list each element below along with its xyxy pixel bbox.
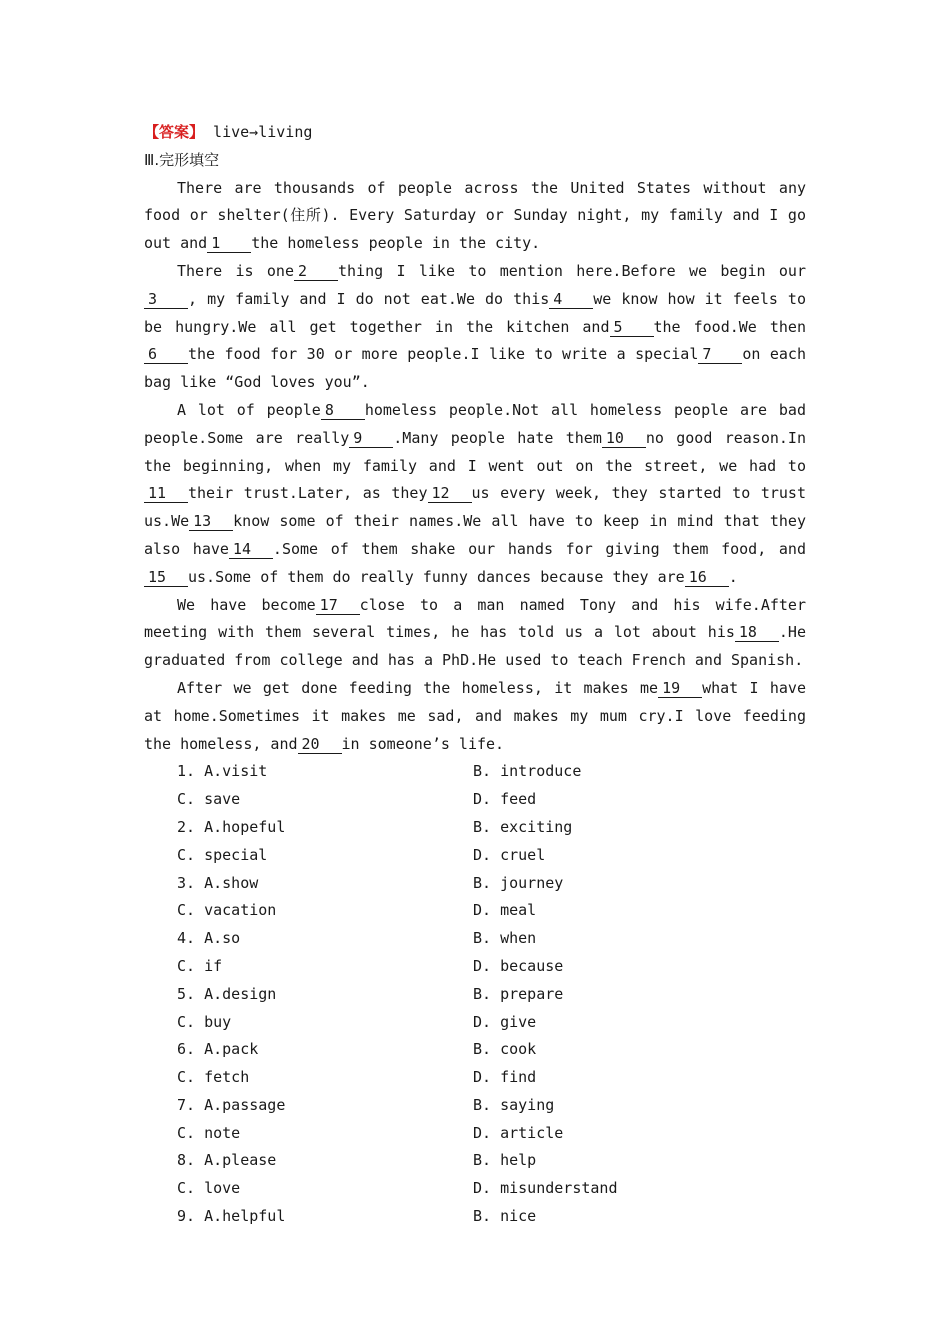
option-right: D. article [473, 1123, 564, 1142]
options-list [144, 758, 806, 1231]
passage-paragraph [144, 592, 806, 675]
option-left: 4. A.so [177, 929, 241, 948]
passage-text: homeless people.Not all homeless people are bad people.Some are really [144, 400, 806, 447]
option-left: 7. A.passage [177, 1095, 286, 1114]
option-right: B. cook [473, 1040, 537, 1059]
option-left: C. save [177, 790, 241, 809]
cloze-blank: 7 [698, 345, 742, 364]
passage-text: .He graduated from college and has a PhD.He used to teach French and Spanish. [144, 623, 806, 670]
option-row [144, 1175, 806, 1203]
option-left: 3. A.show [177, 873, 259, 892]
option-row [144, 1092, 806, 1120]
cloze-blank: 5 [610, 318, 654, 337]
option-right: B. journey [473, 873, 564, 892]
section-title: Ⅲ.完形填空 [144, 150, 220, 169]
passage-text: on each bag like “God loves you”. [144, 345, 806, 392]
option-left: C. special [177, 845, 268, 864]
cloze-blank: 19 [658, 679, 702, 698]
answer-line [144, 119, 806, 147]
option-row [144, 981, 806, 1009]
passage-text: in someone’s life. [341, 734, 505, 753]
option-row [144, 758, 806, 786]
option-row [144, 1203, 806, 1231]
option-row [144, 870, 806, 898]
cloze-blank: 10 [602, 429, 646, 448]
option-right: B. prepare [473, 984, 564, 1003]
option-row [144, 1120, 806, 1148]
option-left: 5. A.design [177, 984, 277, 1003]
option-right: D. misunderstand [473, 1179, 618, 1198]
answer-tag: 【答案】 [144, 123, 205, 141]
option-row [144, 1009, 806, 1037]
option-row [144, 1147, 806, 1175]
passage-paragraph [144, 397, 806, 592]
document-content [144, 119, 806, 1231]
passage-text: .Some of them shake our hands for giving them food, and [272, 539, 806, 558]
option-left: 6. A.pack [177, 1040, 259, 1059]
cloze-blank: 16 [685, 568, 729, 587]
option-left: C. if [177, 956, 223, 975]
option-row [144, 1036, 806, 1064]
passage-text: their trust.Later, as they [188, 484, 428, 503]
option-left: C. fetch [177, 1068, 250, 1087]
passage-text: thing I like to mention here.Before we begin our [338, 261, 806, 280]
passage-text: , my family and I do not eat.We do this [188, 289, 550, 308]
option-row [144, 842, 806, 870]
passage-text: the food for 30 or more people.I like to write a special [188, 345, 699, 364]
option-right: D. find [473, 1068, 537, 1087]
passage-text: us every week, they started to trust us.We [144, 484, 806, 531]
passage-paragraph [144, 175, 806, 258]
option-right: B. help [473, 1151, 537, 1170]
option-left: 2. A.hopeful [177, 817, 286, 836]
option-left: 8. A.please [177, 1151, 277, 1170]
passage-text: We have become [177, 595, 316, 614]
cloze-blank: 2 [294, 262, 338, 281]
passage-text: .Many people hate them [393, 428, 602, 447]
passage-paragraph [144, 675, 806, 758]
passage [144, 175, 806, 759]
option-right: B. exciting [473, 817, 573, 836]
passage-text: know some of their names.We all have to keep in mind that they also have [144, 512, 806, 558]
option-right: D. give [473, 1012, 537, 1031]
cloze-blank: 12 [428, 484, 472, 503]
passage-text: There are thousands of people across the United States without any food or shelter(住所). Every Saturday or Sunday night, my family and I go out and [144, 178, 806, 253]
passage-text: what I have at home.Sometimes it makes me sad, and makes my mum cry.I love feeding the homeless, and [144, 678, 806, 753]
option-right: B. introduce [473, 762, 582, 781]
passage-text: the homeless people in the city. [251, 234, 541, 253]
cloze-blank: 18 [735, 623, 779, 642]
passage-paragraph [144, 258, 806, 397]
cloze-blank: 17 [316, 596, 360, 615]
cloze-blank: 4 [549, 290, 593, 309]
option-row [144, 786, 806, 814]
option-right: D. meal [473, 901, 537, 920]
passage-text: There is one [177, 261, 294, 280]
option-row [144, 814, 806, 842]
passage-text: we know how it feels to be hungry.We all get together in the kitchen and [144, 289, 806, 336]
passage-text: A lot of people [177, 400, 321, 419]
cloze-blank: 15 [144, 568, 188, 587]
option-right: B. when [473, 929, 537, 948]
passage-text: no good reason.In the beginning, when my family and I went out on the street, we had to [144, 428, 806, 475]
passage-text: us.Some of them do really funny dances because they are [188, 567, 685, 586]
answer-text: live→living [213, 123, 313, 141]
passage-text: After we get done feeding the homeless, it makes me [177, 678, 659, 697]
option-row [144, 953, 806, 981]
option-right: D. because [473, 956, 564, 975]
option-row [144, 1064, 806, 1092]
option-right: B. saying [473, 1095, 555, 1114]
cloze-blank: 1 [207, 234, 251, 253]
option-right: B. nice [473, 1207, 537, 1226]
option-left: C. love [177, 1179, 241, 1198]
option-left: C. note [177, 1123, 241, 1142]
option-left: 1. A.visit [177, 762, 268, 781]
option-right: D. feed [473, 790, 537, 809]
cloze-blank: 20 [298, 735, 342, 754]
cloze-blank: 8 [321, 401, 365, 420]
option-row [144, 925, 806, 953]
passage-text: . [728, 567, 738, 586]
cloze-blank: 11 [144, 484, 188, 503]
cloze-blank: 3 [144, 290, 188, 309]
option-left: C. vacation [177, 901, 277, 920]
option-left: 9. A.helpful [177, 1207, 286, 1226]
cloze-blank: 13 [189, 512, 233, 531]
option-row [144, 897, 806, 925]
passage-text: the food.We then [653, 317, 806, 336]
option-right: D. cruel [473, 845, 546, 864]
passage-text: close to a man named Tony and his wife.After meeting with them several times, he has told us a lot about his [144, 595, 806, 642]
option-left: C. buy [177, 1012, 232, 1031]
cloze-blank: 14 [229, 540, 273, 559]
cloze-blank: 6 [144, 345, 188, 364]
cloze-blank: 9 [349, 429, 393, 448]
